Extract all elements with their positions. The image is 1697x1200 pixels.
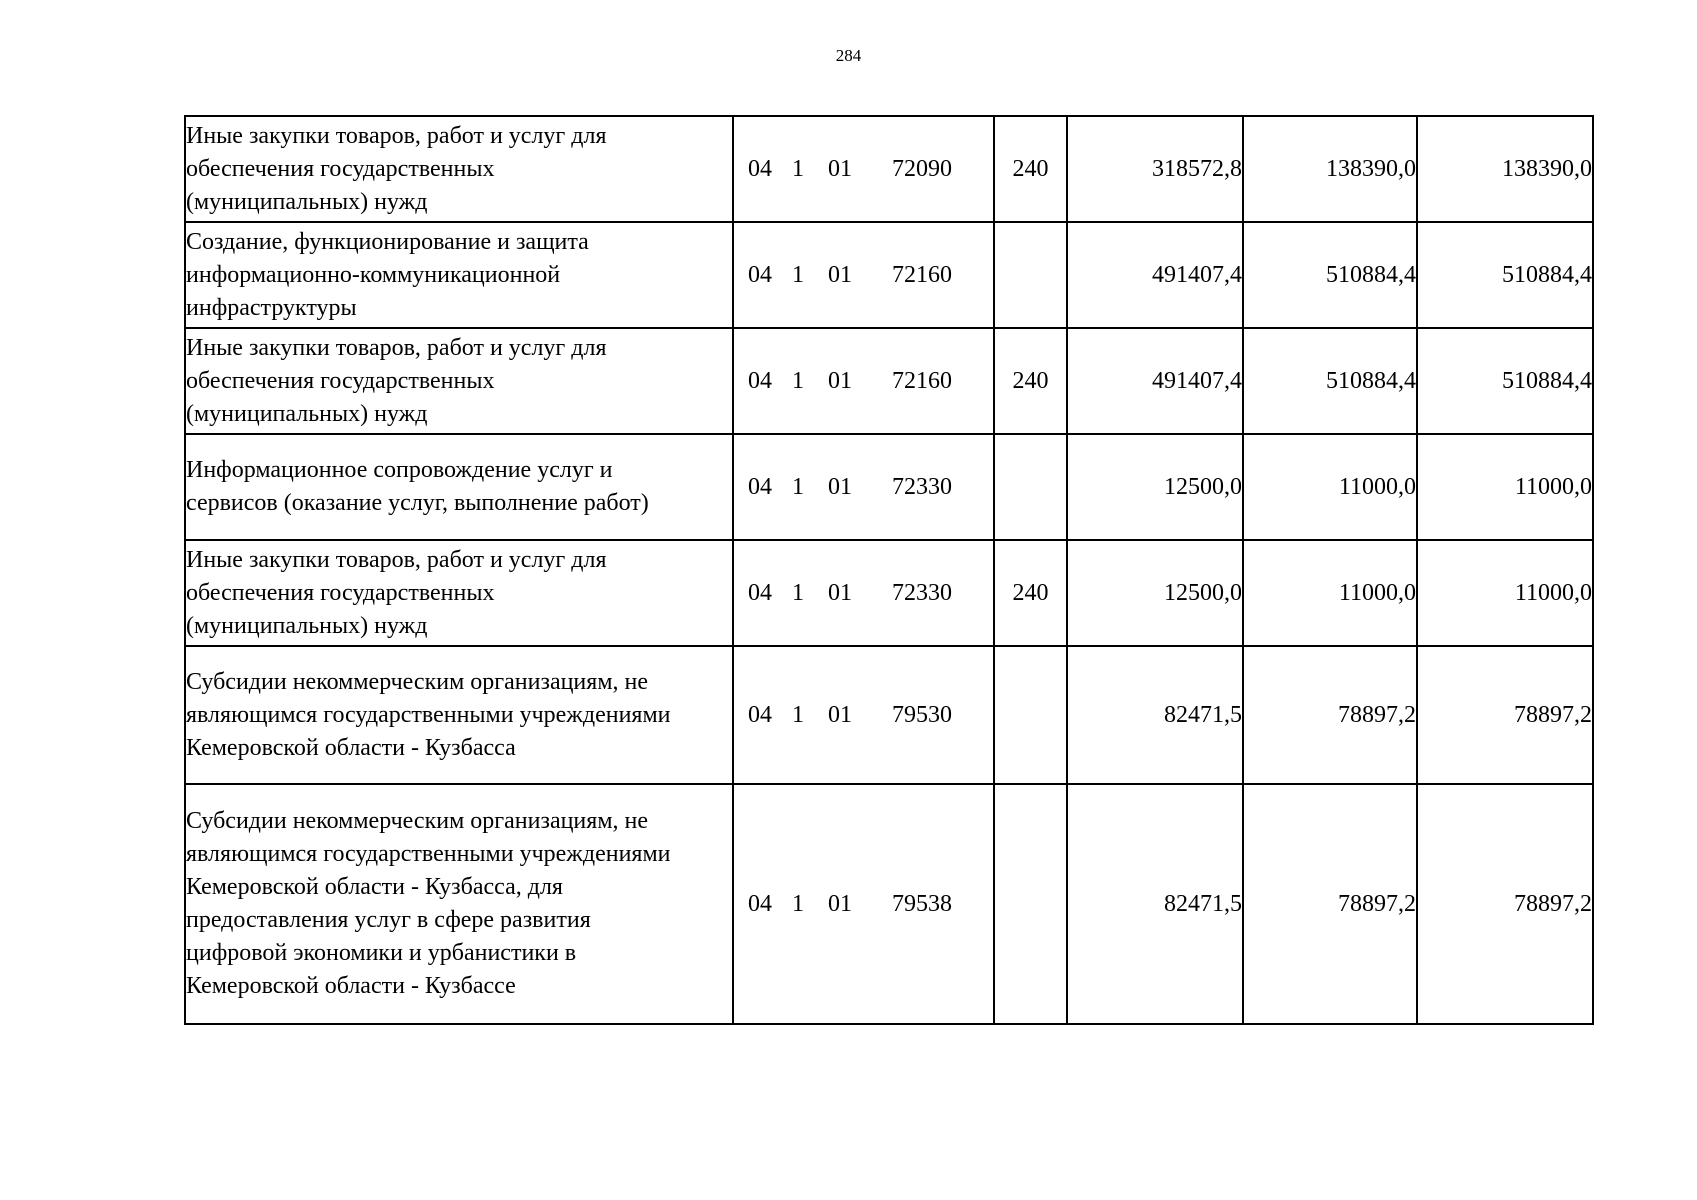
direction-code: 72330 [892,473,952,500]
amount-year-3: 510884,4 [1417,328,1593,434]
table-row [185,222,1593,328]
amount-year-2: 138390,0 [1243,116,1417,222]
program-code: 1 [792,890,804,917]
program-code: 1 [792,701,804,728]
section-code: 04 [748,261,772,288]
description-line: Субсидии некоммерческим организациям, не [186,808,648,834]
description-line: обеспечения государственных [186,579,495,606]
amount-year-3: 78897,2 [1417,646,1593,784]
expense-type-code: 240 [994,328,1067,434]
budget-code-cell [733,328,994,434]
subprogram-code: 01 [828,261,852,288]
table-row [185,116,1593,222]
expense-type-code [994,646,1067,784]
amount-year-1: 12500,0 [1067,540,1243,646]
section-code: 04 [748,367,772,394]
subprogram-code: 01 [828,155,852,182]
amount-year-2: 11000,0 [1243,540,1417,646]
row-description [185,646,733,784]
row-description [185,116,733,222]
direction-code: 72090 [892,155,952,182]
description-line: предоставления услуг в сфере развития [186,907,591,933]
description-line: Информационное сопровождение услуг и [186,457,613,483]
amount-year-1: 82471,5 [1067,646,1243,784]
amount-year-3: 11000,0 [1417,434,1593,540]
description-line: Кемеровской области - Кузбасса, для [186,874,563,900]
amount-year-3: 510884,4 [1417,222,1593,328]
amount-year-1: 491407,4 [1067,222,1243,328]
direction-code: 72160 [892,367,952,394]
description-line: сервисов (оказание услуг, выполнение работ) [186,490,649,516]
budget-code-cell [733,434,994,540]
amount-year-2: 78897,2 [1243,784,1417,1024]
expense-type-code [994,784,1067,1024]
row-description [185,328,733,434]
table-row [185,328,1593,434]
program-code: 1 [792,155,804,182]
description-line: цифровой экономики и урбанистики в [186,940,577,966]
description-line: Иные закупки товаров, работ и услуг для [186,334,607,361]
direction-code: 72160 [892,261,952,288]
description-line: Создание, функционирование и защита [186,228,589,255]
row-description [185,222,733,328]
subprogram-code: 01 [828,473,852,500]
subprogram-code: 01 [828,890,852,917]
description-line: являющимся государственными учреждениями [186,701,671,728]
row-description [185,540,733,646]
table-row [185,784,1593,1024]
section-code: 04 [748,579,772,606]
amount-year-2: 510884,4 [1243,328,1417,434]
direction-code: 72330 [892,579,952,606]
program-code: 1 [792,579,804,606]
description-line: (муниципальных) нужд [186,400,428,427]
amount-year-1: 491407,4 [1067,328,1243,434]
description-line: (муниципальных) нужд [186,188,428,215]
subprogram-code: 01 [828,579,852,606]
expense-type-code: 240 [994,116,1067,222]
amount-year-1: 82471,5 [1067,784,1243,1024]
section-code: 04 [748,890,772,917]
expense-type-code [994,434,1067,540]
amount-year-3: 138390,0 [1417,116,1593,222]
section-code: 04 [748,701,772,728]
budget-code-cell [733,540,994,646]
table-row [185,646,1593,784]
expense-type-code [994,222,1067,328]
budget-code-cell [733,784,994,1024]
direction-code: 79530 [892,701,952,728]
description-line: обеспечения государственных [186,155,495,182]
description-line: обеспечения государственных [186,367,495,394]
budget-table [184,115,1594,1025]
table-row [185,540,1593,646]
amount-year-2: 11000,0 [1243,434,1417,540]
subprogram-code: 01 [828,367,852,394]
budget-code-cell [733,646,994,784]
table-row [185,434,1593,540]
amount-year-2: 78897,2 [1243,646,1417,784]
description-line: информационно-коммуникационной [186,261,561,288]
program-code: 1 [792,473,804,500]
description-line: Кемеровской области - Кузбасса [186,734,516,761]
row-description [185,434,733,540]
description-line: Кемеровской области - Кузбассе [186,973,516,999]
amount-year-3: 11000,0 [1417,540,1593,646]
row-description [185,784,733,1024]
description-line: (муниципальных) нужд [186,612,428,639]
subprogram-code: 01 [828,701,852,728]
page-number: 284 [835,46,862,65]
description-line: являющимся государственными учреждениями [186,841,671,867]
amount-year-1: 12500,0 [1067,434,1243,540]
section-code: 04 [748,473,772,500]
description-line: Субсидии некоммерческим организациям, не [186,668,648,695]
amount-year-2: 510884,4 [1243,222,1417,328]
amount-year-1: 318572,8 [1067,116,1243,222]
program-code: 1 [792,367,804,394]
amount-year-3: 78897,2 [1417,784,1593,1024]
budget-code-cell [733,116,994,222]
description-line: инфраструктуры [186,294,357,321]
program-code: 1 [792,261,804,288]
description-line: Иные закупки товаров, работ и услуг для [186,546,607,573]
direction-code: 79538 [892,890,952,917]
section-code: 04 [748,155,772,182]
description-line: Иные закупки товаров, работ и услуг для [186,122,607,149]
budget-code-cell [733,222,994,328]
expense-type-code: 240 [994,540,1067,646]
